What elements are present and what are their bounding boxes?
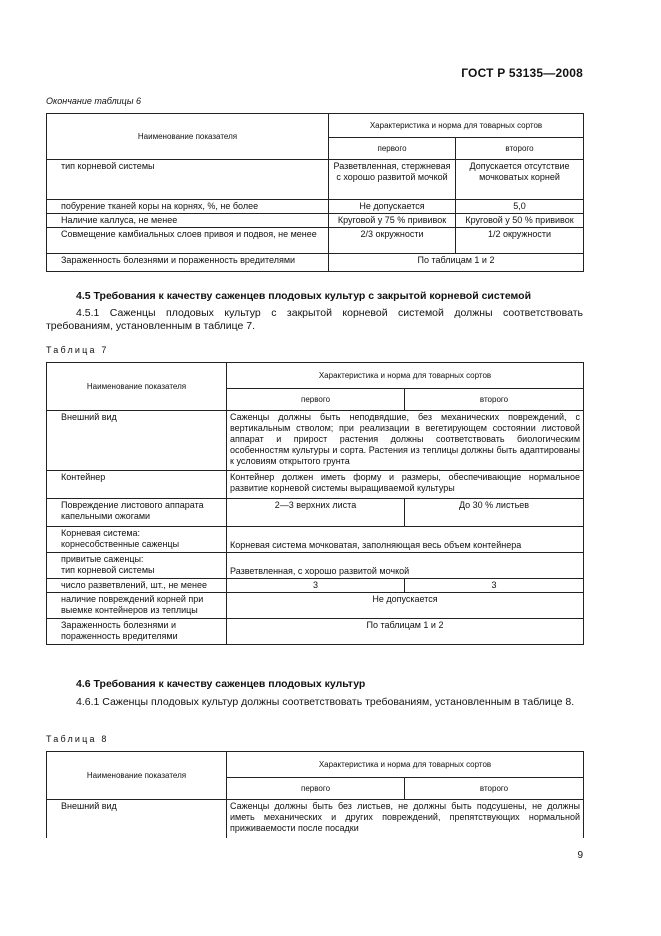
table-row: Повреждение листового аппарата капельными ожогами 2—3 верхних листа До 30 % листьев xyxy=(47,499,584,527)
table8-header-indicator: Наименование показателя xyxy=(47,752,227,800)
page-number: 9 xyxy=(577,850,583,861)
table-row: тип корневой системы Разветвленная, стержневая с хорошо развитой мочкой Допускается отсутствие мочковатых корней xyxy=(47,160,584,200)
table6-header-second: второго xyxy=(456,138,584,160)
table-row: Контейнер Контейнер должен иметь форму и размеры, обеспечивающие нормальное развитие корневой системы выращиваемой культуры xyxy=(47,471,584,499)
table-row: Внешний вид Саженцы должны быть без листьев, не должны быть подсушены, не должны иметь механических и других повреждений, препятствующих нормальной приживаемости после посадки xyxy=(47,800,584,838)
section-4-6-paragraph: 4.6.1 Саженцы плодовых культур должны соответствовать требованиям, установленным в таблице 8. xyxy=(76,696,575,708)
table6-header-indicator: Наименование показателя xyxy=(47,114,329,160)
table-row: Совмещение камбиальных слоев привоя и подвоя, не менее 2/3 окружности 1/2 окружности xyxy=(47,228,584,254)
table-row: наличие повреждений корней при выемке контейнеров из теплицы Не допускается xyxy=(47,593,584,619)
table8-header-group: Характеристика и норма для товарных сортов xyxy=(227,752,584,778)
table8-caption: Таблица 8 xyxy=(46,734,109,744)
table7-header-indicator: Наименование показателя xyxy=(47,363,227,411)
table6-header-group: Характеристика и норма для товарных сортов xyxy=(329,114,584,138)
table-row: Внешний вид Саженцы должны быть неподвядшие, без механических повреждений, с вертикальным стволом; при реализации в вегетирующем состоянии листовой аппарат и прирост растения должны соответствовать биологическим особенностям культуры и сорта. Растения из теплицы должны быть адаптированы к условиям открытого грунта xyxy=(47,411,584,471)
table-row: Наличие каллуса, не менее Круговой у 75 % прививок Круговой у 50 % прививок xyxy=(47,214,584,228)
table7-header-group: Характеристика и норма для товарных сортов xyxy=(227,363,584,389)
table6-caption: Окончание таблицы 6 xyxy=(46,96,141,106)
table8-header-second: второго xyxy=(405,778,584,800)
table7-header-first: первого xyxy=(227,389,405,411)
table-row: привитые саженцы: тип корневой системы Разветвленная, с хорошо развитой мочкой xyxy=(47,553,584,579)
table-row: Корневая система: корнесобственные саженцы Корневая система мочковатая, заполняющая весь объем контейнера xyxy=(47,527,584,553)
section-4-5-title: 4.5 Требования к качеству саженцев плодовых культур с закрытой корневой системой xyxy=(76,290,532,302)
table-row: число разветвлений, шт., не менее 3 3 xyxy=(47,579,584,593)
table-row: побурение тканей коры на корнях, %, не более Не допускается 5,0 xyxy=(47,200,584,214)
table-row: Зараженность болезнями и пораженность вредителями По таблицам 1 и 2 xyxy=(47,254,584,272)
table-6 xyxy=(46,113,584,272)
table7-header-second: второго xyxy=(405,389,584,411)
section-4-5-paragraph: 4.5.1 Саженцы плодовых культур с закрытой корневой системой должны соответствовать требованиям, установленным в таблице 7. xyxy=(46,307,583,332)
standard-number: ГОСТ Р 53135—2008 xyxy=(461,66,583,80)
table-7 xyxy=(46,362,584,645)
table-8 xyxy=(46,751,584,838)
table-row: Зараженность болезнями и пораженность вредителями По таблицам 1 и 2 xyxy=(47,619,584,645)
section-4-6-title: 4.6 Требования к качеству саженцев плодовых культур xyxy=(76,678,366,690)
table8-header-first: первого xyxy=(227,778,405,800)
table6-header-first: первого xyxy=(329,138,456,160)
table7-caption: Таблица 7 xyxy=(46,345,109,355)
